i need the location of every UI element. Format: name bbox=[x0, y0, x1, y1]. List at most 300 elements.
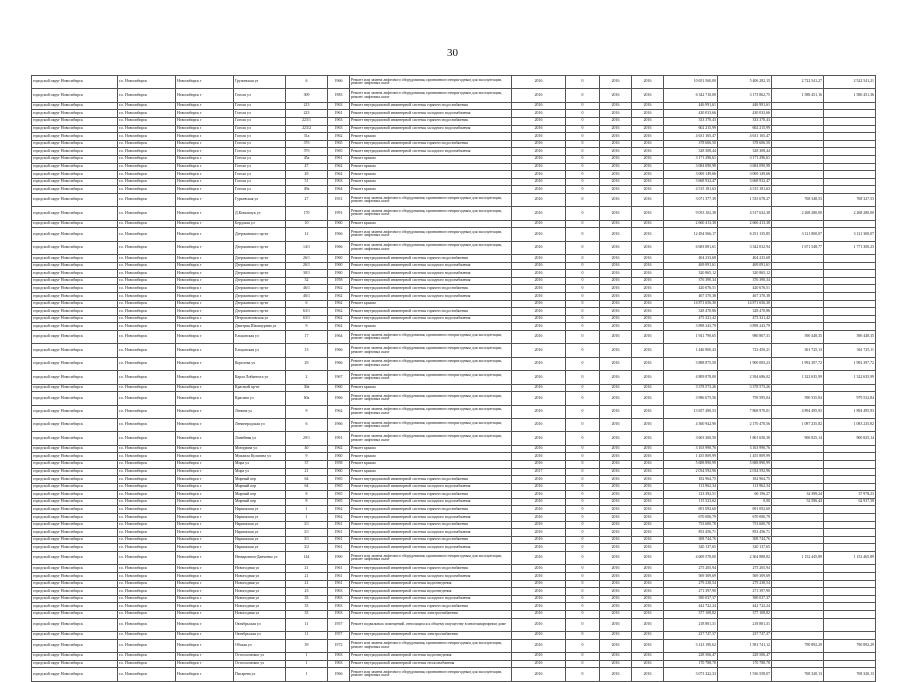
cell-start-year: 2016 bbox=[600, 171, 632, 179]
cell-cost-regional bbox=[772, 610, 824, 618]
cell-settlement: Новосибирск г bbox=[176, 133, 234, 141]
cell-settlement: Новосибирск г bbox=[176, 293, 234, 301]
cell-planned-year: 2016 bbox=[512, 660, 566, 668]
cell-cost-local: 768 327,53 bbox=[824, 193, 876, 206]
cell-house-number: 51 bbox=[286, 178, 328, 186]
cell-municipality: городской округ Новосибирск bbox=[32, 76, 118, 89]
cell-cost-regional bbox=[772, 565, 824, 573]
cell-total-cost: 4 515 181,63 bbox=[664, 186, 718, 194]
cell-street: Гоголя ул bbox=[234, 125, 286, 133]
cell-cost-fund: 3 898 243,79 bbox=[718, 323, 772, 331]
cell-work-type: Ремонт внутридомовой инженерной системы водоотведения bbox=[350, 580, 512, 588]
cell-total-cost: 442 722,24 bbox=[664, 603, 718, 611]
cell-work-type: Ремонт внутридомовой инженерной системы холодного водоснабжения bbox=[350, 544, 512, 552]
cell-col-zero: 0 bbox=[566, 668, 600, 681]
cell-cost-fund: 469 091,61 bbox=[718, 262, 772, 270]
cell-municipality: городской округ Новосибирск bbox=[32, 228, 118, 241]
cell-settlement: Новосибирск г bbox=[176, 552, 234, 565]
cell-col-zero: 0 bbox=[566, 565, 600, 573]
cell-settlement: Новосибирск г bbox=[176, 573, 234, 581]
cell-municipality: городской округ Новосибирск bbox=[32, 580, 118, 588]
cell-house-number: 1 bbox=[286, 668, 328, 681]
cell-year-built: 1966 bbox=[328, 241, 350, 254]
cell-municipal-district: г.о. Новосибирск bbox=[118, 573, 176, 581]
cell-start-year: 2016 bbox=[600, 155, 632, 163]
cell-house-number: 21 bbox=[286, 580, 328, 588]
cell-total-cost: 4 631 165,47 bbox=[664, 133, 718, 141]
cell-work-type: Ремонт внутридомовой инженерной системы горячего водоснабжения bbox=[350, 506, 512, 514]
cell-cost-local bbox=[824, 308, 876, 316]
cell-year-built: 1957 bbox=[328, 618, 350, 631]
cell-work-type: Ремонт внутридомовой инженерной системы горячего водоснабжения bbox=[350, 285, 512, 293]
cell-planned-year: 2016 bbox=[512, 610, 566, 618]
cell-street: Гоголя ул bbox=[234, 117, 286, 125]
cell-work-type: Ремонт крыши bbox=[350, 186, 512, 194]
cell-total-cost: 376 390,34 bbox=[664, 277, 718, 285]
cell-total-cost: 602 215,99 bbox=[664, 125, 718, 133]
cell-total-cost: 279 238,54 bbox=[664, 580, 718, 588]
cell-cost-fund: 475 321,42 bbox=[718, 315, 772, 323]
cell-work-type: Ремонт или замена лифтового оборудования, признанного непригодным для эксплуатации, ремонт лифтовых шахт bbox=[350, 344, 512, 357]
cell-planned-year: 2016 bbox=[512, 565, 566, 573]
cell-municipality: городской округ Новосибирск bbox=[32, 384, 118, 392]
cell-house-number: 17 bbox=[286, 331, 328, 344]
cell-municipal-district: г.о. Новосибирск bbox=[118, 544, 176, 552]
cell-total-cost: 6 342 710,00 bbox=[664, 89, 718, 102]
table-row bbox=[32, 89, 876, 102]
cell-cost-regional bbox=[772, 588, 824, 596]
cell-work-type: Ремонт или замена лифтового оборудования, признанного непригодным для эксплуатации, ремонт лифтовых шахт bbox=[350, 331, 512, 344]
cell-work-type: Ремонт крыши bbox=[350, 460, 512, 468]
cell-street: Гоголя ул bbox=[234, 186, 286, 194]
cell-total-cost: 333 370,43 bbox=[664, 117, 718, 125]
cell-settlement: Новосибирск г bbox=[176, 529, 234, 537]
cell-municipality: городской округ Новосибирск bbox=[32, 323, 118, 331]
table-row bbox=[32, 588, 876, 596]
cell-total-cost: 320 865,12 bbox=[664, 270, 718, 278]
cell-col-zero: 0 bbox=[566, 331, 600, 344]
table-row bbox=[32, 357, 876, 370]
cell-work-type: Ремонт внутридомовой инженерной системы водоотведения bbox=[350, 588, 512, 596]
cell-year-built: 1966 bbox=[328, 392, 350, 405]
cell-planned-year: 2016 bbox=[512, 186, 566, 194]
cell-end-year: 2016 bbox=[632, 155, 664, 163]
table-row bbox=[32, 110, 876, 118]
cell-year-built: 1963 bbox=[328, 125, 350, 133]
cell-cost-fund: 182 964,75 bbox=[718, 476, 772, 484]
cell-total-cost: 2 660 413,38 bbox=[664, 220, 718, 228]
cell-work-type: Ремонт подвальных помещений, относящихся к общему имуществу в многоквартирном доме bbox=[350, 618, 512, 631]
cell-settlement: Новосибирск г bbox=[176, 603, 234, 611]
cell-planned-year: 2016 bbox=[512, 163, 566, 171]
table-row bbox=[32, 468, 876, 476]
cell-municipal-district: г.о. Новосибирск bbox=[118, 588, 176, 596]
cell-municipality: городской округ Новосибирск bbox=[32, 308, 118, 316]
cell-street: Новогодняя ул bbox=[234, 610, 286, 618]
cell-col-zero: 0 bbox=[566, 371, 600, 384]
cell-planned-year: 2016 bbox=[512, 102, 566, 110]
cell-municipality: городской округ Новосибирск bbox=[32, 102, 118, 110]
cell-cost-regional bbox=[772, 483, 824, 491]
cell-planned-year: 2016 bbox=[512, 476, 566, 484]
cell-total-cost: 14 871 656,30 bbox=[664, 300, 718, 308]
cell-municipality: городской округ Новосибирск bbox=[32, 270, 118, 278]
cell-municipality: городской округ Новосибирск bbox=[32, 344, 118, 357]
cell-house-number: 35 bbox=[286, 603, 328, 611]
cell-total-cost: 3 603 300,50 bbox=[664, 432, 718, 445]
cell-settlement: Новосибирск г bbox=[176, 193, 234, 206]
cell-street: Бердская ул bbox=[234, 220, 286, 228]
cell-planned-year: 2016 bbox=[512, 573, 566, 581]
cell-settlement: Новосибирск г bbox=[176, 155, 234, 163]
cell-end-year: 2016 bbox=[632, 171, 664, 179]
cell-street: Гоголя ул bbox=[234, 110, 286, 118]
cell-end-year: 2016 bbox=[632, 148, 664, 156]
cell-cost-fund: 442 722,24 bbox=[718, 603, 772, 611]
cell-cost-regional bbox=[772, 445, 824, 453]
cell-col-zero: 0 bbox=[566, 255, 600, 263]
cell-end-year: 2016 bbox=[632, 453, 664, 461]
cell-total-cost: 328 470,86 bbox=[664, 308, 718, 316]
cell-cost-fund: 228 506,47 bbox=[718, 652, 772, 660]
cell-settlement: Новосибирск г bbox=[176, 418, 234, 431]
cell-street: Писарева ул bbox=[234, 668, 286, 681]
cell-year-built: 1963 bbox=[328, 588, 350, 596]
cell-start-year: 2016 bbox=[600, 89, 632, 102]
cell-planned-year: 2016 bbox=[512, 384, 566, 392]
cell-work-type: Ремонт внутридомовой инженерной системы холодного водоснабжения bbox=[350, 573, 512, 581]
cell-end-year: 2016 bbox=[632, 255, 664, 263]
cell-cost-fund: 2 660 413,38 bbox=[718, 220, 772, 228]
cell-planned-year: 2016 bbox=[512, 357, 566, 370]
cell-cost-regional bbox=[772, 220, 824, 228]
cell-cost-fund: 1 801 650,38 bbox=[718, 432, 772, 445]
cell-work-type: Ремонт крыши bbox=[350, 171, 512, 179]
cell-street: Новогодняя ул bbox=[234, 573, 286, 581]
cell-cost-fund: 2 034 592,96 bbox=[718, 468, 772, 476]
cell-end-year: 2016 bbox=[632, 277, 664, 285]
cell-year-built: 1963 bbox=[328, 652, 350, 660]
cell-cost-local bbox=[824, 277, 876, 285]
table-row bbox=[32, 140, 876, 148]
cell-end-year: 2016 bbox=[632, 331, 664, 344]
cell-end-year: 2016 bbox=[632, 498, 664, 506]
cell-col-zero: 0 bbox=[566, 220, 600, 228]
cell-work-type: Ремонт крыши bbox=[350, 155, 512, 163]
cell-cost-regional bbox=[772, 178, 824, 186]
cell-cost-local bbox=[824, 483, 876, 491]
cell-municipal-district: г.о. Новосибирск bbox=[118, 392, 176, 405]
cell-house-number: 21 bbox=[286, 468, 328, 476]
cell-municipal-district: г.о. Новосибирск bbox=[118, 163, 176, 171]
cell-planned-year: 2016 bbox=[512, 432, 566, 445]
cell-col-zero: 0 bbox=[566, 529, 600, 537]
cell-municipality: городской округ Новосибирск bbox=[32, 668, 118, 681]
cell-start-year: 2016 bbox=[600, 117, 632, 125]
cell-municipal-district: г.о. Новосибирск bbox=[118, 445, 176, 453]
cell-col-zero: 0 bbox=[566, 573, 600, 581]
cell-street: Дзержинского пр-кт bbox=[234, 285, 286, 293]
cell-cost-fund: 7 868 970,01 bbox=[718, 405, 772, 418]
cell-start-year: 2016 bbox=[600, 323, 632, 331]
cell-work-type: Ремонт внутридомовой инженерной системы горячего водоснабжения bbox=[350, 521, 512, 529]
cell-planned-year: 2016 bbox=[512, 445, 566, 453]
cell-col-zero: 0 bbox=[566, 460, 600, 468]
cell-cost-local bbox=[824, 293, 876, 301]
cell-planned-year: 2016 bbox=[512, 498, 566, 506]
cell-start-year: 2016 bbox=[600, 371, 632, 384]
cell-total-cost: 3 898 243,79 bbox=[664, 323, 718, 331]
cell-municipal-district: г.о. Новосибирск bbox=[118, 610, 176, 618]
cell-cost-regional bbox=[772, 476, 824, 484]
cell-work-type: Ремонт крыши bbox=[350, 178, 512, 186]
cell-start-year: 2016 bbox=[600, 270, 632, 278]
cell-total-cost: 390 037,37 bbox=[664, 595, 718, 603]
table-row bbox=[32, 432, 876, 445]
cell-year-built: 1961 bbox=[328, 544, 350, 552]
cell-cost-local bbox=[824, 255, 876, 263]
cell-end-year: 2016 bbox=[632, 529, 664, 537]
cell-year-built: 1964 bbox=[328, 331, 350, 344]
cell-year-built: 1990 bbox=[328, 552, 350, 565]
cell-col-zero: 0 bbox=[566, 445, 600, 453]
cell-municipal-district: г.о. Новосибирск bbox=[118, 277, 176, 285]
cell-start-year: 2016 bbox=[600, 498, 632, 506]
cell-settlement: Новосибирск г bbox=[176, 453, 234, 461]
cell-planned-year: 2016 bbox=[512, 155, 566, 163]
cell-year-built: 1951 bbox=[328, 193, 350, 206]
cell-end-year: 2016 bbox=[632, 102, 664, 110]
cell-work-type: Ремонт внутридомовой инженерной системы горячего водоснабжения bbox=[350, 308, 512, 316]
cell-end-year: 2016 bbox=[632, 588, 664, 596]
table-row bbox=[32, 552, 876, 565]
cell-cost-regional: 361 725,13 bbox=[772, 344, 824, 357]
cell-settlement: Новосибирск г bbox=[176, 371, 234, 384]
cell-cost-regional bbox=[772, 110, 824, 118]
cell-total-cost: 404 233,68 bbox=[664, 255, 718, 263]
cell-start-year: 2016 bbox=[600, 220, 632, 228]
cell-cost-regional bbox=[772, 148, 824, 156]
table-row bbox=[32, 418, 876, 431]
cell-cost-local: 790 892,29 bbox=[824, 639, 876, 652]
cell-year-built: 1960 bbox=[328, 262, 350, 270]
cell-col-zero: 0 bbox=[566, 595, 600, 603]
cell-cost-fund: 5 688 890,99 bbox=[718, 460, 772, 468]
cell-start-year: 2016 bbox=[600, 460, 632, 468]
cell-planned-year: 2016 bbox=[512, 171, 566, 179]
cell-cost-local bbox=[824, 323, 876, 331]
cell-end-year: 2016 bbox=[632, 193, 664, 206]
cell-start-year: 2016 bbox=[600, 140, 632, 148]
cell-work-type: Ремонт крыши bbox=[350, 453, 512, 461]
cell-street: Мирный пер bbox=[234, 476, 286, 484]
cell-cost-local bbox=[824, 220, 876, 228]
cell-cost-regional bbox=[772, 652, 824, 660]
cell-cost-local: 37 978,23 bbox=[824, 491, 876, 499]
cell-street: Грузинская ул bbox=[234, 76, 286, 89]
cell-municipality: городской округ Новосибирск bbox=[32, 405, 118, 418]
cell-municipality: городской округ Новосибирск bbox=[32, 155, 118, 163]
table-row bbox=[32, 529, 876, 537]
cell-year-built: 1960 bbox=[328, 270, 350, 278]
cell-cost-local bbox=[824, 148, 876, 156]
cell-start-year: 2016 bbox=[600, 133, 632, 141]
cell-house-number: 46/1 bbox=[286, 293, 328, 301]
cell-work-type: Ремонт внутридомовой инженерной системы горячего водоснабжения bbox=[350, 255, 512, 263]
cell-street: Карла Либкнехта ул bbox=[234, 371, 286, 384]
cell-street: Королева ул bbox=[234, 357, 286, 370]
cell-total-cost: 467 370,38 bbox=[664, 293, 718, 301]
cell-year-built: 1965 bbox=[328, 483, 350, 491]
cell-cost-fund: 1 535 678,27 bbox=[718, 193, 772, 206]
cell-work-type: Ремонт крыши bbox=[350, 300, 512, 308]
cell-year-built: 1962 bbox=[328, 445, 350, 453]
cell-house-number: 40 bbox=[286, 445, 328, 453]
table-row bbox=[32, 506, 876, 514]
cell-work-type: Ремонт внутридомовой инженерной системы холодного водоснабжения bbox=[350, 148, 512, 156]
cell-total-cost: 3 071 377,39 bbox=[664, 193, 718, 206]
cell-municipality: городской округ Новосибирск bbox=[32, 468, 118, 476]
cell-house-number: 223 bbox=[286, 110, 328, 118]
cell-municipality: городской округ Новосибирск bbox=[32, 207, 118, 220]
cell-col-zero: 0 bbox=[566, 483, 600, 491]
cell-house-number: 14/1 bbox=[286, 241, 328, 254]
cell-col-zero: 0 bbox=[566, 241, 600, 254]
cell-cost-regional bbox=[772, 171, 824, 179]
cell-settlement: Новосибирск г bbox=[176, 460, 234, 468]
cell-start-year: 2016 bbox=[600, 639, 632, 652]
cell-total-cost: 2 034 592,96 bbox=[664, 468, 718, 476]
cell-col-zero: 0 bbox=[566, 580, 600, 588]
cell-settlement: Новосибирск г bbox=[176, 171, 234, 179]
cell-settlement: Новосибирск г bbox=[176, 405, 234, 418]
cell-cost-fund: 3 342 032,94 bbox=[718, 241, 772, 254]
cell-settlement: Новосибирск г bbox=[176, 331, 234, 344]
cell-col-zero: 0 bbox=[566, 476, 600, 484]
cell-total-cost: 3 163 990,76 bbox=[664, 445, 718, 453]
cell-end-year: 2016 bbox=[632, 293, 664, 301]
cell-municipal-district: г.о. Новосибирск bbox=[118, 476, 176, 484]
cell-municipal-district: г.о. Новосибирск bbox=[118, 580, 176, 588]
table-row bbox=[32, 445, 876, 453]
cell-col-zero: 0 bbox=[566, 163, 600, 171]
cell-work-type: Ремонт крыши bbox=[350, 323, 512, 331]
cell-col-zero: 0 bbox=[566, 228, 600, 241]
cell-end-year: 2016 bbox=[632, 639, 664, 652]
cell-end-year: 2016 bbox=[632, 565, 664, 573]
cell-end-year: 2016 bbox=[632, 133, 664, 141]
cell-end-year: 2016 bbox=[632, 300, 664, 308]
cell-planned-year: 2016 bbox=[512, 588, 566, 596]
table-row bbox=[32, 133, 876, 141]
cell-end-year: 2016 bbox=[632, 491, 664, 499]
cell-cost-local bbox=[824, 476, 876, 484]
cell-cost-fund: 467 370,38 bbox=[718, 293, 772, 301]
cell-municipality: городской округ Новосибирск bbox=[32, 171, 118, 179]
table-row bbox=[32, 618, 876, 631]
cell-end-year: 2016 bbox=[632, 357, 664, 370]
cell-street: Новогодняя ул bbox=[234, 565, 286, 573]
cell-settlement: Новосибирск г bbox=[176, 315, 234, 323]
cell-municipal-district: г.о. Новосибирск bbox=[118, 220, 176, 228]
cell-end-year: 2016 bbox=[632, 445, 664, 453]
cell-work-type: Ремонт внутридомовой инженерной системы горячего водоснабжения bbox=[350, 536, 512, 544]
cell-house-number: 35 bbox=[286, 595, 328, 603]
cell-total-cost: 13 657 490,53 bbox=[664, 405, 718, 418]
cell-municipality: городской округ Новосибирск bbox=[32, 514, 118, 522]
cell-cost-local bbox=[824, 285, 876, 293]
cell-col-zero: 0 bbox=[566, 117, 600, 125]
cell-start-year: 2016 bbox=[600, 453, 632, 461]
cell-planned-year: 2016 bbox=[512, 228, 566, 241]
cell-cost-local bbox=[824, 573, 876, 581]
cell-end-year: 2016 bbox=[632, 220, 664, 228]
cell-col-zero: 0 bbox=[566, 140, 600, 148]
cell-settlement: Новосибирск г bbox=[176, 125, 234, 133]
cell-total-cost: 3 069 149,66 bbox=[664, 171, 718, 179]
cell-start-year: 2016 bbox=[600, 285, 632, 293]
cell-end-year: 2016 bbox=[632, 207, 664, 220]
cell-cost-local bbox=[824, 117, 876, 125]
cell-street: Нарымская ул bbox=[234, 544, 286, 552]
cell-street: Новогодняя ул bbox=[234, 603, 286, 611]
cell-municipal-district: г.о. Новосибирск bbox=[118, 323, 176, 331]
cell-total-cost: 3 668 932,47 bbox=[664, 178, 718, 186]
cell-planned-year: 2016 bbox=[512, 148, 566, 156]
cell-settlement: Новосибирск г bbox=[176, 277, 234, 285]
cell-end-year: 2016 bbox=[632, 371, 664, 384]
cell-house-number: 35 bbox=[286, 610, 328, 618]
cell-municipality: городской округ Новосибирск bbox=[32, 565, 118, 573]
cell-cost-local: 1 322 635,99 bbox=[824, 371, 876, 384]
cell-cost-fund: 377 108,82 bbox=[718, 610, 772, 618]
cell-cost-fund: 1 536 558,07 bbox=[718, 668, 772, 681]
cell-house-number: 21 bbox=[286, 565, 328, 573]
cell-end-year: 2016 bbox=[632, 536, 664, 544]
cell-municipal-district: г.о. Новосибирск bbox=[118, 186, 176, 194]
cell-municipal-district: г.о. Новосибирск bbox=[118, 171, 176, 179]
cell-street: Обская ул bbox=[234, 639, 286, 652]
cell-settlement: Новосибирск г bbox=[176, 148, 234, 156]
cell-cost-regional bbox=[772, 460, 824, 468]
cell-total-cost: 377 108,82 bbox=[664, 610, 718, 618]
cell-col-zero: 0 bbox=[566, 315, 600, 323]
cell-street: Нарымская ул bbox=[234, 514, 286, 522]
cell-end-year: 2016 bbox=[632, 76, 664, 89]
cell-cost-local: 768 320,13 bbox=[824, 668, 876, 681]
cell-municipality: городской округ Новосибирск bbox=[32, 603, 118, 611]
cell-start-year: 2016 bbox=[600, 483, 632, 491]
cell-year-built: 1961 bbox=[328, 529, 350, 537]
cell-cost-fund: 4 631 165,47 bbox=[718, 133, 772, 141]
cell-street: Дзержинского пр-кт bbox=[234, 262, 286, 270]
capital-repair-table-container bbox=[31, 75, 875, 682]
cell-cost-regional bbox=[772, 270, 824, 278]
cell-year-built: 1966 bbox=[328, 418, 350, 431]
cell-work-type: Ремонт крыши bbox=[350, 133, 512, 141]
cell-municipal-district: г.о. Новосибирск bbox=[118, 514, 176, 522]
cell-cost-fund: 420 676,51 bbox=[718, 285, 772, 293]
cell-cost-regional bbox=[772, 300, 824, 308]
cell-total-cost: 469 091,61 bbox=[664, 262, 718, 270]
cell-house-number: 37б bbox=[286, 148, 328, 156]
cell-house-number: 26/1 bbox=[286, 262, 328, 270]
cell-total-cost: 1 455 809,99 bbox=[664, 453, 718, 461]
cell-total-cost: 420 676,51 bbox=[664, 285, 718, 293]
cell-year-built: 1991 bbox=[328, 207, 350, 220]
cell-start-year: 2016 bbox=[600, 595, 632, 603]
cell-cost-fund: 378 606,50 bbox=[718, 140, 772, 148]
